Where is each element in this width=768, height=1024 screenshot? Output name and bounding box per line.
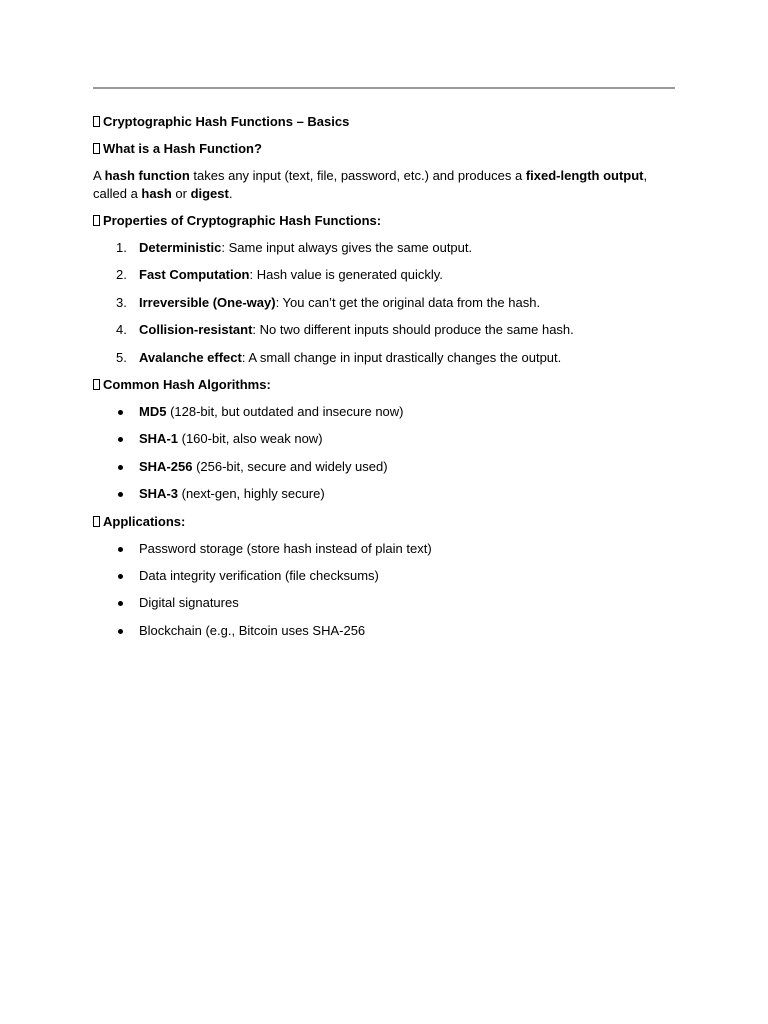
missing-glyph-icon: [93, 379, 100, 390]
list-item: [93, 266, 678, 284]
bullet-icon: [118, 410, 123, 415]
algorithm-name: MD5: [139, 403, 167, 419]
horizontal-rule: [93, 87, 675, 89]
algorithm-desc: (next-gen, highly secure): [178, 486, 325, 502]
list-number: 1.: [116, 240, 127, 255]
list-item: [93, 458, 678, 476]
applications-list: [93, 540, 678, 640]
property-desc: : Hash value is generated quickly.: [249, 267, 443, 283]
algorithms-heading: Common Hash Algorithms:: [93, 376, 678, 394]
term-fixed-length-output: fixed-length output: [525, 168, 644, 183]
list-item: [93, 485, 678, 503]
term-digest: digest: [190, 186, 229, 201]
list-item: [93, 403, 678, 421]
property-desc: : Same input always gives the same output.: [221, 240, 473, 255]
bullet-icon: [118, 465, 123, 470]
property-term: Collision-resistant: [139, 322, 253, 338]
missing-glyph-icon: [93, 143, 100, 154]
bullet-icon: [118, 437, 123, 442]
property-term: Fast Computation: [139, 267, 250, 283]
properties-list: [93, 239, 678, 367]
missing-glyph-icon: [93, 215, 100, 226]
list-item: [93, 430, 678, 448]
list-item: [93, 321, 678, 339]
applications-heading: Applications:: [93, 513, 678, 531]
algorithm-name: SHA-3: [139, 486, 179, 502]
property-term: Deterministic: [139, 240, 222, 255]
bullet-icon: [118, 547, 123, 552]
list-item: [93, 294, 678, 312]
application-text: Data integrity verification (file checksums): [139, 567, 379, 583]
intro-paragraph: A hash function takes any input (text, file, password, etc.) and produces a fixed-length output, called a hash or digest.: [93, 168, 648, 201]
application-text: Password storage (store hash instead of plain text): [139, 540, 432, 556]
properties-heading: Properties of Cryptographic Hash Functions:: [93, 212, 678, 230]
bullet-icon: [118, 629, 123, 634]
list-number: 4.: [116, 322, 127, 338]
property-desc: : No two different inputs should produce the same hash.: [252, 322, 574, 338]
list-number: 3.: [116, 294, 127, 310]
missing-glyph-icon: [93, 116, 100, 127]
property-desc: : A small change in input drastically changes the output.: [241, 349, 562, 365]
term-hash-function: hash function: [104, 168, 190, 183]
list-item: [93, 239, 678, 257]
algorithm-name: SHA-1: [139, 431, 179, 447]
property-desc: : You can’t get the original data from the hash.: [275, 294, 541, 310]
list-item: [93, 540, 678, 558]
property-term: Irreversible (One-way): [139, 294, 276, 310]
algorithm-desc: (160-bit, also weak now): [178, 431, 323, 447]
application-text: Digital signatures: [139, 595, 239, 611]
bullet-icon: [118, 492, 123, 497]
list-item: [93, 594, 678, 612]
bullet-icon: [118, 601, 123, 606]
document-body: [93, 113, 678, 649]
list-item: [93, 622, 678, 640]
doc-title: Cryptographic Hash Functions – Basics: [93, 113, 678, 131]
missing-glyph-icon: [93, 516, 100, 527]
list-number: 5.: [116, 349, 127, 365]
list-number: 2.: [116, 267, 127, 283]
list-item: [93, 567, 678, 585]
property-term: Avalanche effect: [139, 349, 242, 365]
bullet-icon: [118, 574, 123, 579]
term-hash: hash: [141, 186, 172, 201]
algorithm-desc: (256-bit, secure and widely used): [192, 458, 388, 474]
what-heading: What is a Hash Function?: [93, 140, 678, 158]
algorithm-name: SHA-256: [139, 458, 193, 474]
list-item: [93, 349, 678, 367]
application-text: Blockchain (e.g., Bitcoin uses SHA-256: [139, 622, 366, 638]
algorithms-list: [93, 403, 678, 503]
algorithm-desc: (128-bit, but outdated and insecure now): [166, 403, 404, 419]
